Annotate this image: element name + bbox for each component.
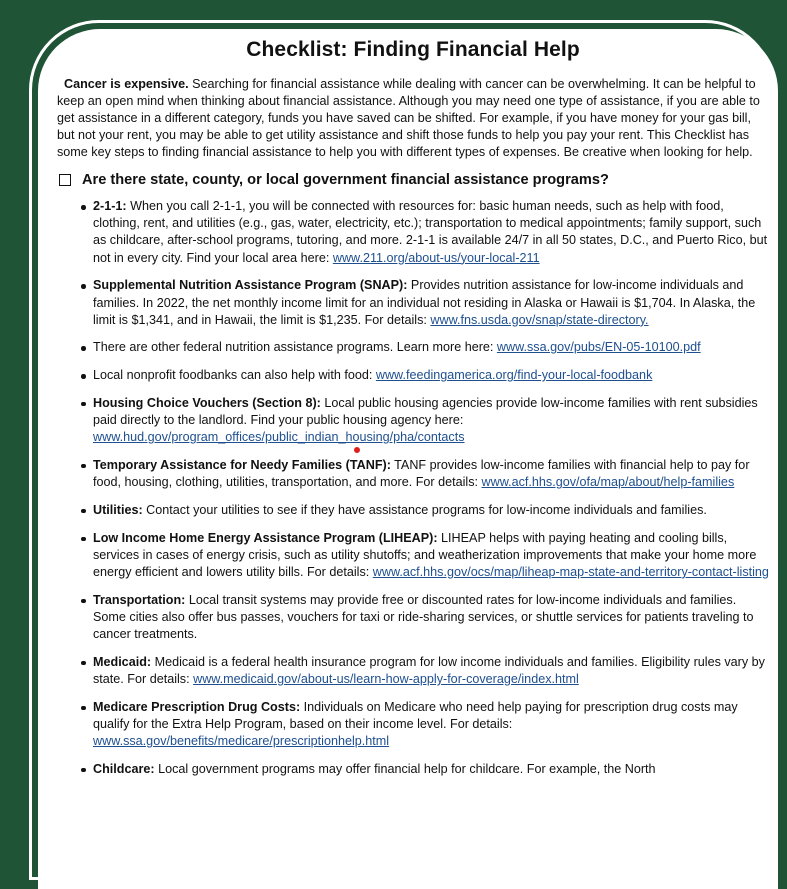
item-text: Local public housing agencies provide low-income families with rent subsidies paid directly to the landlord. Find your public housing agency here: bbox=[93, 395, 758, 428]
resource-list bbox=[57, 198, 769, 778]
intro-paragraph bbox=[57, 76, 769, 161]
page-title: Checklist: Finding Financial Help bbox=[246, 38, 580, 61]
item-term: Utilities: bbox=[93, 502, 143, 517]
item-link[interactable]: www.fns.usda.gov/snap/state-directory. bbox=[430, 312, 649, 327]
list-item bbox=[80, 502, 769, 519]
list-item bbox=[80, 277, 769, 329]
item-text: Contact your utilities to see if they have assistance programs for low-income individuals and families. bbox=[142, 502, 707, 517]
list-item bbox=[80, 395, 769, 447]
checkbox-icon[interactable] bbox=[59, 174, 71, 186]
item-term: Childcare: bbox=[93, 761, 155, 776]
item-link[interactable]: www.ssa.gov/benefits/medicare/prescriptionhelp.html bbox=[93, 734, 390, 749]
item-term: Housing Choice Vouchers (Section 8): bbox=[93, 395, 321, 410]
item-link[interactable]: www.feedingamerica.org/find-your-local-foodbank bbox=[375, 368, 653, 383]
item-text: TANF provides low-income families with financial help to pay for food, housing, clothing, utilities, transportation, and more. For details: bbox=[93, 457, 750, 490]
item-text: Medicaid is a federal health insurance program for low income individuals and families. Eligibility rules vary by state. For details: bbox=[93, 654, 765, 686]
list-item bbox=[80, 592, 769, 644]
list-item bbox=[80, 530, 769, 582]
item-text: Local government programs may offer financial help for childcare. For example, the North bbox=[154, 761, 656, 776]
item-link[interactable]: www.ssa.gov/pubs/EN-05-10100.pdf bbox=[496, 340, 701, 355]
document-content bbox=[57, 38, 769, 788]
item-link[interactable]: www.acf.hhs.gov/ofa/map/about/help-families bbox=[481, 475, 735, 490]
list-item bbox=[80, 339, 769, 356]
item-link[interactable]: www.hud.gov/program_offices/public_indian_housing/pha/contacts bbox=[93, 430, 465, 445]
item-text: Local nonprofit foodbanks can also help with food: bbox=[93, 368, 376, 383]
intro-lead: Cancer is expensive. bbox=[64, 77, 189, 91]
red-dot-marker bbox=[354, 447, 360, 453]
item-text: Individuals on Medicare who need help paying for prescription drug costs may qualify for the Extra Help Program, based on their income level. For details: bbox=[93, 699, 738, 731]
section-heading-text: Are there state, county, or local government financial assistance programs? bbox=[82, 172, 609, 188]
item-link[interactable]: www.acf.hhs.gov/ocs/map/liheap-map-state-and-territory-contact-listing bbox=[372, 564, 769, 579]
item-text: Local transit systems may provide free or discounted rates for low-income individuals and families. Some cities also offer bus passes, vouchers for taxi or ride-sharing services, or shuttle services for patients traveling to cancer treatments. bbox=[93, 592, 754, 642]
list-item bbox=[80, 457, 769, 491]
item-text: LIHEAP helps with paying heating and cooling bills, services in cases of energy crisis, such as utility shutoffs; and weatherization improvements that make your home more energy efficient and lowers utility bills. For details: bbox=[93, 530, 757, 579]
item-text: There are other federal nutrition assistance programs. Learn more here: bbox=[93, 340, 497, 355]
item-term: Supplemental Nutrition Assistance Program (SNAP): bbox=[93, 278, 408, 293]
item-term: Transportation: bbox=[93, 592, 186, 607]
checklist-section-heading bbox=[57, 172, 769, 188]
item-text: Provides nutrition assistance for low-income individuals and families. In 2022, the net monthly income limit for an individual not residing in Alaska or Hawaii is $1,704. In Alaska, the limit is $1,341, and in Hawaii, the limit is $1,235. For details: bbox=[93, 278, 756, 327]
item-term: 2-1-1: bbox=[93, 199, 127, 213]
item-link[interactable]: www.211.org/about-us/your-local-211 bbox=[332, 250, 540, 265]
item-term: Low Income Home Energy Assistance Program (LIHEAP): bbox=[93, 530, 438, 545]
list-item bbox=[80, 699, 769, 751]
list-item bbox=[80, 367, 769, 384]
list-item bbox=[80, 198, 769, 267]
list-item bbox=[80, 654, 769, 688]
list-item bbox=[80, 761, 769, 778]
intro-text: Searching for financial assistance while dealing with cancer can be overwhelming. It can be helpful to keep an open mind when thinking about financial assistance. Although you may need one type of assistance, if you are able to get assistance in a different category, funds you have saved can be shifted. For example, if you have money for your gas bill, but not your rent, you may be able to get utility assistance and shift those funds to help you pay your rent. This Checklist has some key steps to finding financial assistance to help you with different types of expenses. Be creative when looking for help. bbox=[57, 77, 760, 159]
item-term: Temporary Assistance for Needy Families (TANF): bbox=[93, 457, 391, 472]
item-link[interactable]: www.medicaid.gov/about-us/learn-how-apply-for-coverage/index.html bbox=[193, 671, 579, 686]
item-text: When you call 2-1-1, you will be connected with resources for: basic human needs, such as help with food, clothing, rent, and utilities (e.g., gas, water, electricity, etc.); transportation to medical appointments; family support, such as childcare, after-school programs, tutoring, and more. 2-1-1 is available 24/7 in all 50 states, D.C., and Puerto Rico, but not in every city. Find your local area here: bbox=[93, 199, 768, 265]
item-term: Medicare Prescription Drug Costs: bbox=[93, 699, 301, 714]
item-term: Medicaid: bbox=[93, 654, 152, 669]
